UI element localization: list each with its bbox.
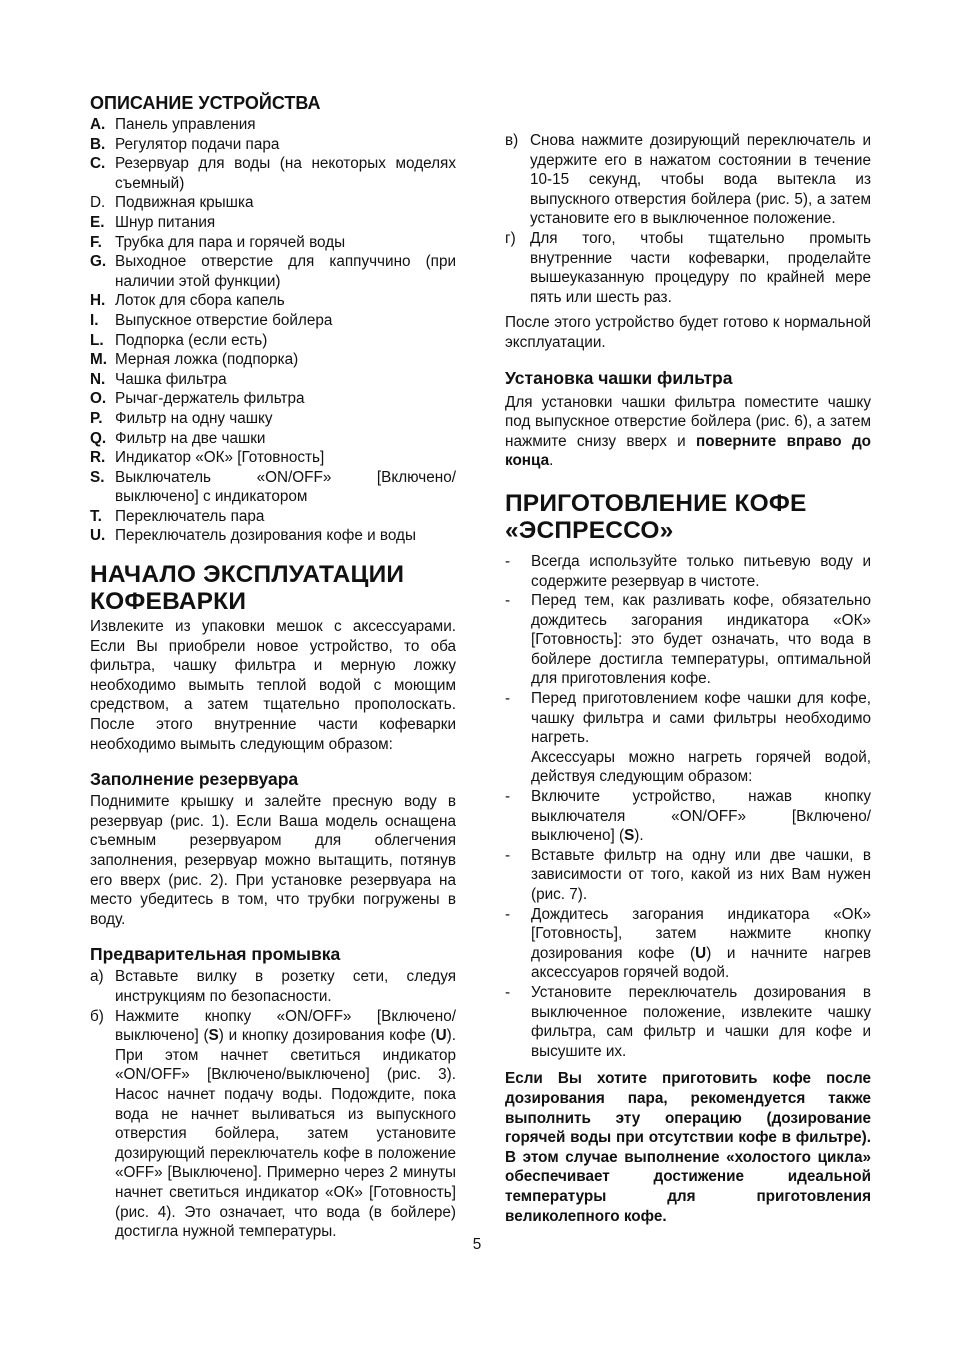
step-label: в) [505,132,519,149]
espresso-item: - Вставьте фильтр на одну или две чашки, в зависимости от того, какой из них Вам нужен (рис. 7). [505,846,871,903]
item-text: Чашка фильтра [115,370,227,388]
item-text: Трубка для пара и горячей воды [115,233,346,251]
description-item [90,389,456,409]
description-item [90,233,456,253]
step-text: Нажмите кнопку «ON/OFF» [Включено/выключено] (S) и кнопку дозирования кофе (U). При этом начнет светиться индикатор «ON/OFF» [Включено/выключено] (рис. 3). Насос начнет подачу воды. Подождите, пока вода не начнет выливаться из выпускного отверстия бойлера, затем установите дозирующий переключатель кофе в положение «OFF» [Выключено]. Примерно через 2 минуты начнет светиться индикатор «ОК» [Готовность] (рис. 4). Это означает, что вода (в бойлере) достигла нужной температуры. [115,1007,456,1241]
dash: - [505,905,511,923]
prewash-step-d [505,229,871,307]
prewash-title: Предварительная промывка [90,944,341,965]
description-list [90,115,456,546]
item-text: Подвижная крышка [115,194,254,212]
description-item [90,507,456,527]
item-label: M. [90,351,107,369]
dash: - [505,592,511,610]
start-title: НАЧАЛО ЭКСПЛУАТАЦИИ КОФЕВАРКИ [90,561,405,616]
item-text: Индикатор «ОК» [Готовность] [115,449,325,467]
start-intro: Извлеките из упаковки мешок с аксессуарами. Если Вы приобрели новое устройство, то оба фильтра, чашку фильтра и мерную ложку необходимо вымыть теплой водой с моющим средством, а затем тщательно прополоскать. После этого внутренние части кофеварки необходимо вымыть следующим образом: [90,618,456,753]
description-item [90,311,456,331]
item-text: Фильтр на одну чашку [115,409,273,427]
prewash-step-a [90,967,456,1006]
item-label: P. [90,409,103,427]
step-label: г) [505,229,516,247]
description-item [90,252,456,291]
item-label: C. [90,155,106,173]
description-item [90,115,456,135]
fill-text: Поднимите крышку и залейте пресную воду в резервуар (рис. 1). Если Ваша модель оснащена съемным резервуаром для облегчения заполнения, резервуар можно вытащить, потянув его вверх (рис. 2). При установке резервуара на место убедитесь в том, что трубки погружены в воду. [90,793,456,928]
item-text: Панель управления [115,116,256,133]
description-item [90,331,456,351]
item-label: B. [90,135,106,153]
page-number: 5 [472,1236,482,1253]
item-label: I. [90,311,99,329]
item-label: S. [90,468,105,486]
item-text: Выходное отверстие для каппуччино (при наличии этой функции) [115,253,456,290]
description-item [90,526,456,546]
description-title: ОПИСАНИЕ УСТРОЙСТВА [90,93,321,113]
item-label: A. [90,116,106,133]
espresso-note: Если Вы хотите приготовить кофе после дозирования пара, рекомендуется также выполнить эту операцию (дозирование горячей воды при отсутствии кофе в фильтре). В этом случае выполнение «холостого цикла» обеспечивает достижение идеальной температуры для приготовления великолепного кофе. [505,1070,871,1225]
item-text: Шнур питания [115,213,216,231]
step-text: Снова нажмите дозирующий переключатель и удержите его в нажатом состоянии в течение 10-15 секунд, чтобы вода вытекла из выпускного отверстия бойлера (рис. 5), а затем установите его в выключенное положение. [530,132,871,228]
item-text: Подпорка (если есть) [115,331,268,349]
description-item [90,429,456,449]
espresso-item: - Включите устройство, нажав кнопку выключателя «ON/OFF» [Включено/выключено] (S). [505,788,871,845]
description-item [90,468,456,507]
dash: - [505,788,511,806]
right-column [505,92,871,1226]
espresso-title: ПРИГОТОВЛЕНИЕ КОФЕ «ЭСПРЕССО» [505,489,807,544]
left-column [90,92,456,1242]
description-item [90,448,456,468]
fill-title: Заполнение резервуара [90,769,299,790]
item-label: T. [90,507,102,525]
description-item [90,370,456,390]
item-label: F. [90,233,102,251]
step-label: а) [90,968,104,986]
dash: - [505,846,511,864]
item-label: D. [90,194,106,212]
item-text: Переключатель пара [115,507,265,525]
description-item [90,409,456,429]
item-label: G. [90,253,107,271]
prewash-step-c [505,131,871,229]
espresso-item: - Всегда используйте только питьевую воду и содержите резервуар в чистоте. [505,552,871,590]
prewash-after: После этого устройство будет готово к нормальной эксплуатации. [505,314,871,351]
espresso-item: - Дождитесь загорания индикатора «ОК» [Готовность], затем нажмите кнопку дозирования кофе (U) и начните нагрев аксессуаров горячей водой. [505,905,871,982]
item-text: Рычаг-держатель фильтра [115,390,305,408]
description-item [90,135,456,155]
description-item [90,154,456,193]
item-text: Мерная ложка (подпорка) [115,351,299,369]
item-label: Q. [90,429,107,447]
item-text: Регулятор подачи пара [115,135,280,153]
item-label: U. [90,527,106,545]
description-item [90,350,456,370]
step-text: Для того, чтобы тщательно промыть внутренние части кофеварки, проделайте вышеуказанную процедуру по крайней мере пять или шесть раз. [530,229,871,306]
item-label: O. [90,390,107,408]
description-item [90,291,456,311]
dash: - [505,552,511,570]
filter-title: Установка чашки фильтра [505,367,733,388]
item-text: Резервуар для воды (на некоторых моделях съемный) [115,155,456,192]
espresso-item: - Перед приготовлением кофе чашки для кофе, чашку фильтра и сами фильтры необходимо нагреть. Аксессуары можно нагреть горячей водой, действуя следующим образом: [505,690,871,786]
item-text: Выключатель «ON/OFF» [Включено/выключено] с индикатором [115,468,456,506]
dash: - [505,690,511,708]
item-label: N. [90,370,106,388]
step-text: Вставьте вилку в розетку сети, следуя инструкциям по безопасности. [115,968,456,1005]
item-text: Лоток для сбора капель [115,292,285,310]
item-text: Фильтр на две чашки [115,429,266,447]
step-label: б) [90,1007,104,1025]
prewash-step-b [90,1007,456,1242]
espresso-item: - Установите переключатель дозирования в выключенное положение, извлеките чашку фильтра, сам фильтр и чашки для кофе и высушите их. [505,983,871,1060]
description-item [90,193,456,213]
dash: - [505,983,511,1001]
item-label: R. [90,449,106,467]
item-label: E. [90,213,105,231]
item-label: H. [90,292,106,310]
description-item [90,213,456,233]
item-text: Выпускное отверстие бойлера [115,311,333,329]
item-label: L. [90,331,104,349]
filter-text: Для установки чашки фильтра поместите чашку под выпускное отверстие бойлера (рис. 6), а затем нажмите снизу вверх и поверните вправо до конца. [505,393,871,470]
item-text: Переключатель дозирования кофе и воды [115,527,416,545]
espresso-item: - Перед тем, как разливать кофе, обязательно дождитесь загорания индикатора «ОК» [Готовность]: это будет означать, что вода в бойлере достигла температуры, оптимальной для приготовления кофе. [505,592,871,688]
